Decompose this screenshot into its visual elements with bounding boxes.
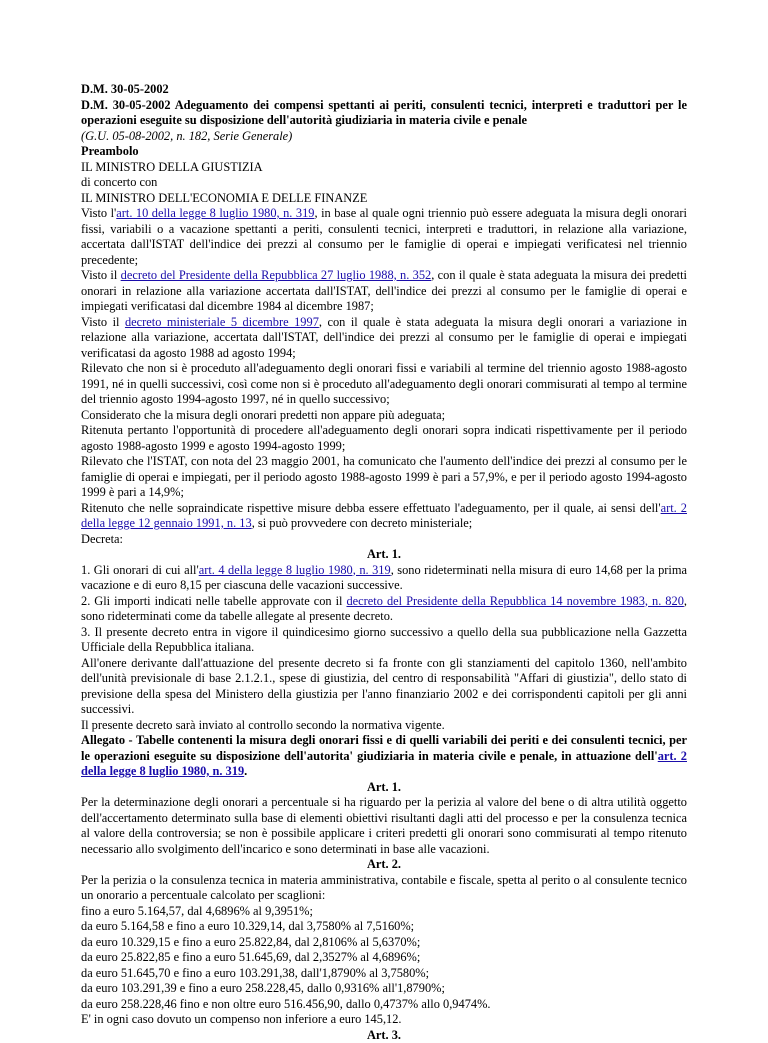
- visto-paragraph-3: [81, 315, 687, 362]
- ritenuto-paragraph: [81, 501, 687, 532]
- ritenuta-paragraph: Ritenuta pertanto l'opportunità di procedere all'adeguamento degli onorari sopra indicati rispettivamente per il periodo agosto 1988-agosto 1999 e agosto 1994-agosto 1999;: [81, 423, 687, 454]
- text: Allegato - Tabelle contenenti la misura degli onorari fissi e di quelli variabili dei periti e dei consulenti tecnici, per le operazioni eseguite su disposizione dell'autorita' giudiziaria in materia civile e penale, in attuazione dell': [81, 733, 687, 763]
- doc-full-title: D.M. 30-05-2002 Adeguamento dei compensi spettanti ai periti, consulenti tecnici, interpreti e traduttori per le operazioni eseguite su disposizione dell'autorità giudiziaria in materia civile e penale: [81, 98, 687, 129]
- allegato-article-2-title: Art. 2.: [81, 857, 687, 873]
- scaglione-line: da euro 5.164,58 e fino a euro 10.329,14, dal 3,7580% al 7,5160%;: [81, 919, 687, 935]
- article-1-comma-2: [81, 594, 687, 625]
- text: Ritenuto che nelle sopraindicate rispettive misure debba essere effettuato l'adeguamento, per il quale, ai sensi dell': [81, 501, 661, 515]
- scaglione-line: da euro 51.645,70 e fino a euro 103.291,38, dall'1,8790% al 3,7580%;: [81, 966, 687, 982]
- document: [81, 82, 687, 1043]
- considerato-paragraph: Considerato che la misura degli onorari predetti non appare più adeguata;: [81, 408, 687, 424]
- oneri-paragraph: All'onere derivante dall'attuazione del presente decreto si fa fronte con gli stanziamenti del capitolo 1360, nell'ambito dell'unità previsionale di base 2.1.2.1., spese di giustizia, del centro di responsabilità "Affari di giustizia", dello stato di previsione della spesa del Ministero della giustizia per l'anno finanziario 2002 e dei corrispondenti capitoli per gli anni successivi.: [81, 656, 687, 718]
- text: Visto il: [81, 268, 121, 282]
- allegato-article-3-title: Art. 3.: [81, 1028, 687, 1043]
- text: Visto l': [81, 206, 116, 220]
- concert-line: di concerto con: [81, 175, 687, 191]
- visto-paragraph-1: [81, 206, 687, 268]
- gazette-reference: (G.U. 05-08-2002, n. 182, Serie Generale): [81, 129, 687, 145]
- visto-paragraph-2: [81, 268, 687, 315]
- text: , si può provvedere con decreto ministeriale;: [252, 516, 473, 530]
- minister-line: IL MINISTRO DELLA GIUSTIZIA: [81, 160, 687, 176]
- allegato-article-1-title: Art. 1.: [81, 780, 687, 796]
- text: .: [244, 764, 247, 778]
- law-link-dpr-352[interactable]: decreto del Presidente della Repubblica 27 luglio 1988, n. 352: [121, 268, 432, 282]
- law-link-dpr-820[interactable]: decreto del Presidente della Repubblica 14 novembre 1983, n. 820: [346, 594, 683, 608]
- scaglione-line: da euro 103.291,39 e fino a euro 258.228,45, dallo 0,9316% all'1,8790%;: [81, 981, 687, 997]
- article-1-comma-1: [81, 563, 687, 594]
- text: Visto il: [81, 315, 125, 329]
- law-link-l13-1991[interactable]: art. 2 della legge 12 gennaio 1991, n. 13: [81, 501, 687, 531]
- text: , con il quale è stata adeguata la misura dei predetti onorari in relazione alla variazione accertata dall'ISTAT, dell'indice dei prezzi al consumo per le famiglie di operai e impiegati verificatasi dal dicembre 1984 al dicembre 1987;: [81, 268, 687, 313]
- scaglione-line: da euro 258.228,46 fino e non oltre euro 516.456,90, dallo 0,4737% allo 0,9474%.: [81, 997, 687, 1013]
- minister2-line: IL MINISTRO DELL'ECONOMIA E DELLE FINANZE: [81, 191, 687, 207]
- scaglione-line: da euro 25.822,85 e fino a euro 51.645,69, dal 2,3527% al 4,6896%;: [81, 950, 687, 966]
- law-link-art2-l319[interactable]: art. 2 della legge 8 luglio 1980, n. 319: [81, 749, 687, 779]
- article-1-comma-3: 3. Il presente decreto entra in vigore il quindicesimo giorno successivo a quello della sua pubblicazione nella Gazzetta Ufficiale della Repubblica italiana.: [81, 625, 687, 656]
- scaglione-line: da euro 10.329,15 e fino a euro 25.822,84, dal 2,8106% al 5,6370%;: [81, 935, 687, 951]
- article-1-title: Art. 1.: [81, 547, 687, 563]
- text: 2. Gli importi indicati nelle tabelle approvate con il: [81, 594, 346, 608]
- doc-heading: D.M. 30-05-2002: [81, 82, 687, 98]
- preamble-heading: Preambolo: [81, 144, 687, 160]
- law-link-art10-l319[interactable]: art. 10 della legge 8 luglio 1980, n. 319: [116, 206, 314, 220]
- text: , sono rideterminati nella misura di euro 14,68 per la prima vacazione e di euro 8,15 per ciascuna delle vacazioni successive.: [81, 563, 687, 593]
- allegato-article-2-text: Per la perizia o la consulenza tecnica in materia amministrativa, contabile e fiscale, spetta al perito o al consulente tecnico un onorario a percentuale calcolato per scaglioni:: [81, 873, 687, 904]
- rilevato-paragraph-1: Rilevato che non si è proceduto all'adeguamento degli onorari fissi e variabili al termine del triennio agosto 1988-agosto 1991, né in quelli successivi, così come non si è proceduto all'adeguamento degli onorari commisurati al tempo al termine del triennio agosto 1994-agosto 1997, né in quello successivo;: [81, 361, 687, 408]
- text: , con il quale è stata adeguata la misura degli onorari a variazione in relazione alla variazione, accertata dall'ISTAT, dell'indice dei prezzi al consumo per le famiglie di operai e impiegati verificatasi da agosto 1988 ad agosto 1994;: [81, 315, 687, 360]
- law-link-art4-l319[interactable]: art. 4 della legge 8 luglio 1980, n. 319: [199, 563, 391, 577]
- rilevato-paragraph-2: Rilevato che l'ISTAT, con nota del 23 maggio 2001, ha comunicato che l'aumento dell'indice dei prezzi al consumo per le famiglie di operai e impiegati, per il periodo agosto 1988-agosto 1999 è pari a 57,9%, e per il periodo agosto 1994-agosto 1999 è pari a 14,9%;: [81, 454, 687, 501]
- text: , in base al quale ogni triennio può essere adeguata la misura degli onorari fissi, variabili o a vacazione spettanti a periti, consulenti tecnici, interpreti e traduttori, in relazione alla variazione, accertata dall'ISTAT dell'indice dei prezzi al consumo per le famiglie di operai e impiegati verificatesi nel triennio precedente;: [81, 206, 687, 267]
- law-link-dm-1997[interactable]: decreto ministeriale 5 dicembre 1997: [125, 315, 319, 329]
- minimum-fee-line: E' in ogni caso dovuto un compenso non inferiore a euro 145,12.: [81, 1012, 687, 1028]
- text: 1. Gli onorari di cui all': [81, 563, 199, 577]
- scaglione-line: fino a euro 5.164,57, dal 4,6896% al 9,3951%;: [81, 904, 687, 920]
- controllo-paragraph: Il presente decreto sarà inviato al controllo secondo la normativa vigente.: [81, 718, 687, 734]
- allegato-article-1-text: Per la determinazione degli onorari a percentuale si ha riguardo per la perizia al valore del bene o di altra utilità oggetto dell'accertamento determinato sulla base di elementi obiettivi risultanti dagli atti del processo e per la consulenza tecnica al valore della controversia; se non è possibile applicare i criteri predetti gli onorari sono commisurati al tempo ritenuto necessario allo svolgimento dell'incarico e sono determinati in base alle vacazioni.: [81, 795, 687, 857]
- allegato-heading: [81, 733, 687, 780]
- text: , sono rideterminati come da tabelle allegate al presente decreto.: [81, 594, 687, 624]
- decreta-line: Decreta:: [81, 532, 687, 548]
